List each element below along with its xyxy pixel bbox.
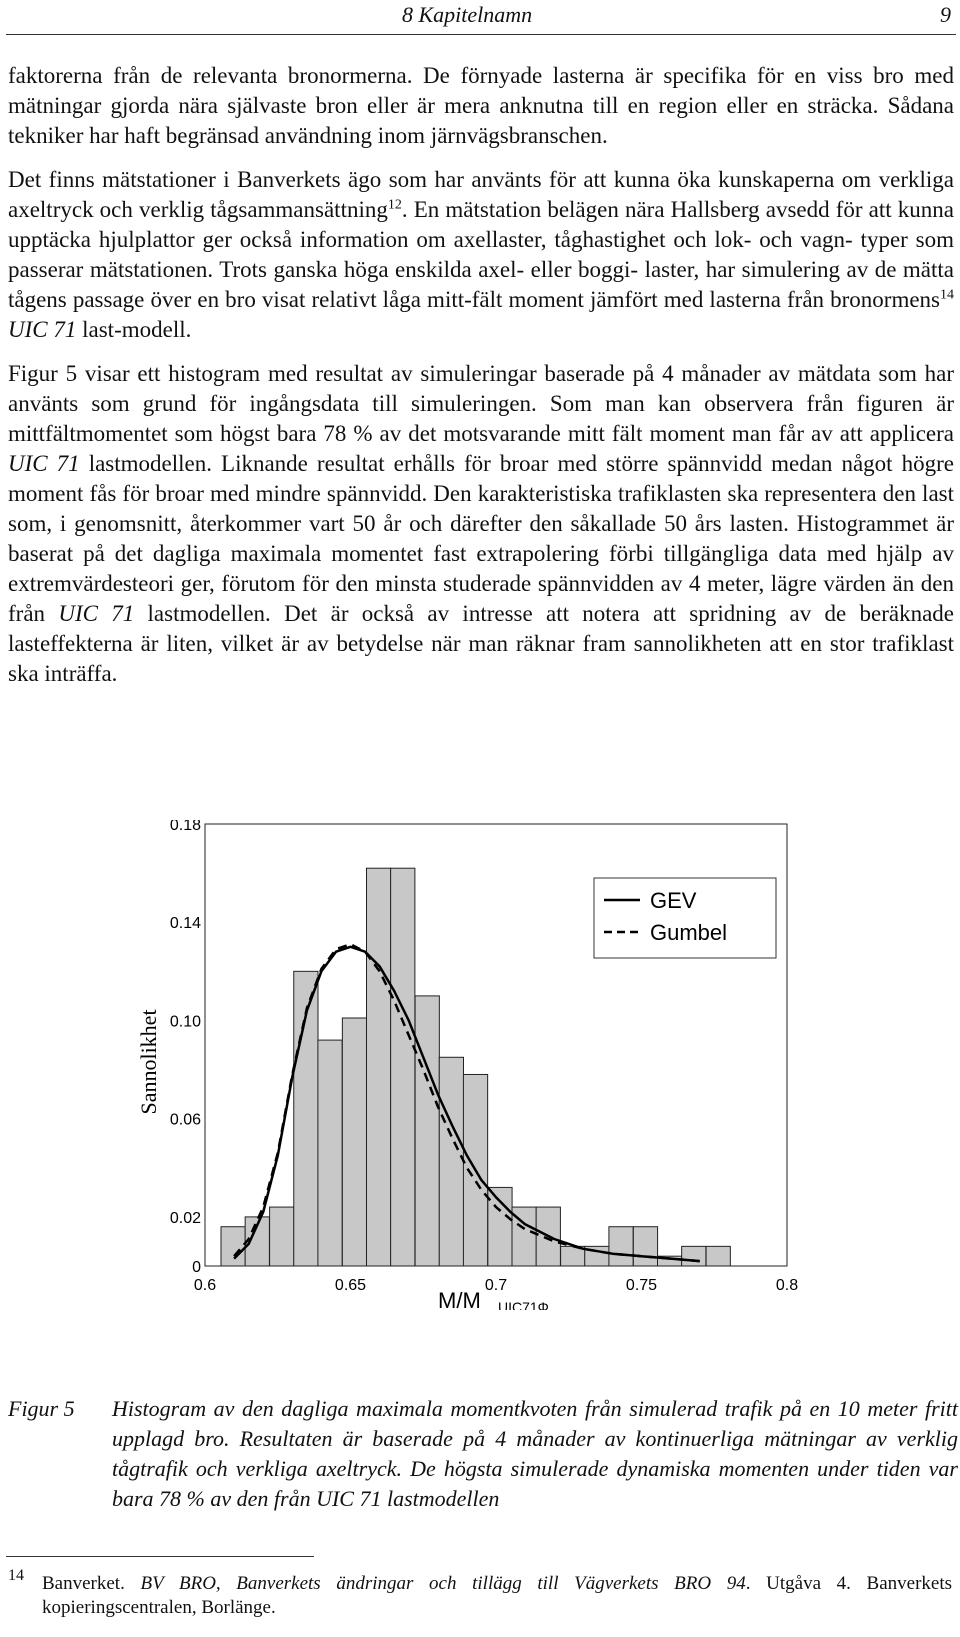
x-tick-label: 0.6 xyxy=(193,1277,217,1294)
x-tick-label: 0.7 xyxy=(484,1277,508,1294)
x-axis-label: M/M xyxy=(438,1288,481,1310)
footnote-rule xyxy=(6,1556,314,1557)
histogram-bar-19 xyxy=(682,1246,706,1266)
footnote-number: 14 xyxy=(8,1567,24,1584)
legend xyxy=(594,878,776,958)
x-axis-label-subscript: UIC71Φ xyxy=(498,1299,549,1310)
x-tick-label: 0.8 xyxy=(775,1277,799,1294)
header-rule xyxy=(6,34,956,35)
histogram-bar-16 xyxy=(609,1227,633,1266)
y-tick-label: 0.02 xyxy=(169,1209,201,1227)
paragraph-2: Det finns mätstationer i Banverkets ägo som har använts för att kunna öka kunskaperna om verkliga axeltryck och verklig tågsammansättning$^{12}$. En mätstation belägen nära Hallsberg avsedd för att kunna upptäcka hjulplattor ger också information om axellaster, tåghastighet och lok- och vagn- typer som passerar mätstationen. Trots ganska höga enskilda axel- eller boggi- laster, har simulering av de mätta tågens passage över en bro visat relativt låga mitt-fält moment jämfört med lasterna från bronormens$^{14}$ UIC 71 last-modell. xyxy=(8,167,954,342)
histogram-bar-4 xyxy=(318,1040,342,1266)
y-tick-label: 0.14 xyxy=(169,915,201,933)
histogram-bar-0 xyxy=(221,1227,245,1266)
caption-text: Histogram av den dagliga maximala momentkvoten från simulerad trafik på en 10 meter fritt upplagd bro. Resultaten är baserade på 4 månader av kontinuerliga mätningar av verklig tågtrafik och verkliga axeltryck. De högsta simulerade dynamiska momenten under tiden var bara 78 % av den från UIC 71 lastmodellen xyxy=(112,1396,958,1511)
footnote-text: Banverket. BV BRO, Banverkets ändringar och tillägg till Vägverkets BRO 94. Utgåva 4. Banverkets kopieringscentralen, Borlänge. xyxy=(42,1573,953,1618)
histogram-bar-11 xyxy=(488,1187,512,1266)
footnote-ref-14: 14 xyxy=(940,287,954,303)
y-tick-label: 0 xyxy=(192,1259,201,1276)
histogram-chart xyxy=(120,820,820,1310)
histogram-bar-20 xyxy=(706,1246,730,1266)
footnote-ref-12: 12 xyxy=(387,197,402,213)
caption-label: Figur 5 xyxy=(8,1396,75,1421)
y-tick-label: 0.10 xyxy=(169,1013,201,1031)
legend-gev-label: GEV xyxy=(650,888,697,913)
histogram-figure xyxy=(120,820,820,1310)
histogram-bar-7 xyxy=(391,868,415,1266)
histogram-bar-2 xyxy=(270,1207,294,1266)
y-tick-label: 0.18 xyxy=(169,820,201,834)
body-text xyxy=(8,61,954,703)
histogram-bar-17 xyxy=(633,1227,657,1266)
page-number: 9 xyxy=(940,2,951,27)
paragraph-3: Figur 5 visar ett histogram med resultat av simuleringar baserade på 4 månader av mätdata som har använts som grund för ingångsdata till simuleringen. Som man kan observera från figuren är mittfältmomentet som högst bara 78 % av det motsvarande mitt fält moment man får av att applicera UIC 71 lastmodellen. Liknande resultat erhålls för broar med större spännvidd medan något högre moment fås för broar med mindre spännvidd. Den karakteristiska trafiklasten ska representera den last som, i genomsnitt, återkommer vart 50 år och därefter den såkallade 50 års lasten. Histogrammet är baserat på det dagliga maximala momentet fast extrapolering förbi tillgängliga data med hjälp av extremvärdesteori ger, förutom för den minsta studerade spännvidden av 4 meter, lägre värden än den från UIC 71 lastmodellen. Det är också av intresse att notera att spridning av de beräknade lasteffekterna är liten, vilket är av betydelse när man räknar fram sannolikheten att en stor trafiklast ska inträffa. xyxy=(8,361,954,686)
histogram-bar-8 xyxy=(415,996,439,1266)
legend-gumbel-label: Gumbel xyxy=(650,920,728,945)
histogram-bar-6 xyxy=(367,868,391,1266)
page-header xyxy=(0,0,960,40)
histogram-bar-9 xyxy=(439,1057,463,1266)
y-axis-label: Sannolikhet xyxy=(136,1009,161,1115)
x-tick-label: 0.65 xyxy=(334,1277,367,1294)
paragraph-1: faktorerna från de relevanta bronormerna. De förnyade lasterna är specifika för en viss bro med mätningar gjorda nära självaste bron eller är mera anknutna till en region eller en sträcka. Sådana tekniker har haft begränsad användning inom järnvägsbranschen. xyxy=(8,63,954,148)
histogram-bar-5 xyxy=(342,1018,366,1266)
chapter-title: 8 Kapitelnamn xyxy=(402,2,533,27)
x-tick-label: 0.75 xyxy=(625,1277,658,1294)
y-tick-label: 0.06 xyxy=(169,1111,201,1129)
